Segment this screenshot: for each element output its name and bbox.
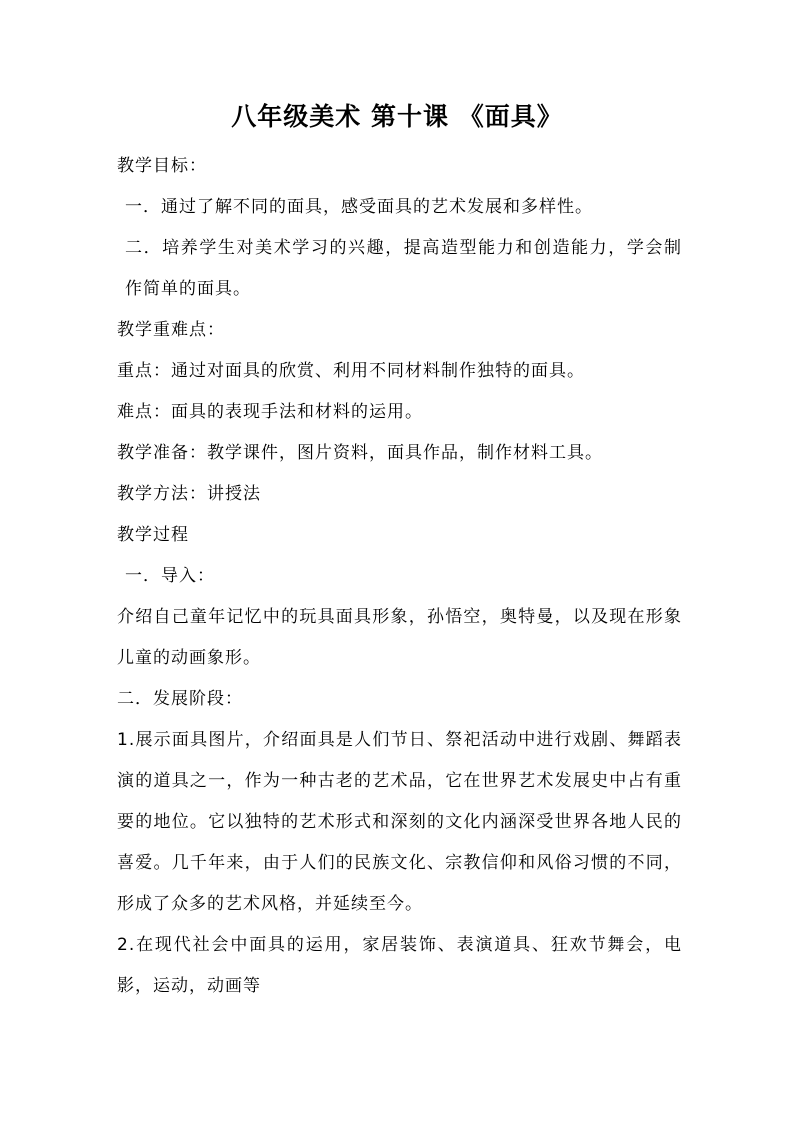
goal-item-1: 一．通过了解不同的面具，感受面具的艺术发展和多样性。 xyxy=(125,197,593,217)
development-item-2: 2.在现代社会中面具的运用，家居装饰、表演道具、狂欢节舞会，电影，运动，动画等 xyxy=(117,935,682,996)
heading-key-difficult-points: 教学重难点： xyxy=(117,320,225,340)
teaching-method: 教学方法：讲授法 xyxy=(117,484,261,504)
goal-item-2: 二．培养学生对美术学习的兴趣，提高造型能力和创造能力，学会制作简单的面具。 xyxy=(125,238,682,299)
step-intro-content: 介绍自己童年记忆中的玩具面具形象，孙悟空，奥特曼，以及现在形象儿童的动画象形。 xyxy=(117,607,682,668)
document-body xyxy=(117,146,682,1007)
heading-teaching-process: 教学过程 xyxy=(117,525,189,545)
heading-teaching-goals: 教学目标： xyxy=(117,156,207,176)
step-development-heading: 二．发展阶段： xyxy=(117,689,243,709)
step-intro-heading: 一．导入： xyxy=(125,566,215,586)
key-point: 重点：通过对面具的欣赏、利用不同材料制作独特的面具。 xyxy=(117,361,585,381)
development-item-1: 1.展示面具图片，介绍面具是人们节日、祭祀活动中进行戏剧、舞蹈表演的道具之一，作为一种古老的艺术品，它在世界艺术发展史中占有重要的地位。它以独特的艺术形式和深刻的文化内涵深受世界各地人民的喜爱。几千年来，由于人们的民族文化、宗教信仰和风俗习惯的不同，形成了众多的艺术风格，并延续至今。 xyxy=(117,730,682,914)
difficult-point: 难点：面具的表现手法和材料的运用。 xyxy=(117,402,423,422)
teaching-preparation: 教学准备：教学课件，图片资料，面具作品，制作材料工具。 xyxy=(117,443,603,463)
page-title: 八年级美术 第十课 《面具》 xyxy=(231,102,563,131)
